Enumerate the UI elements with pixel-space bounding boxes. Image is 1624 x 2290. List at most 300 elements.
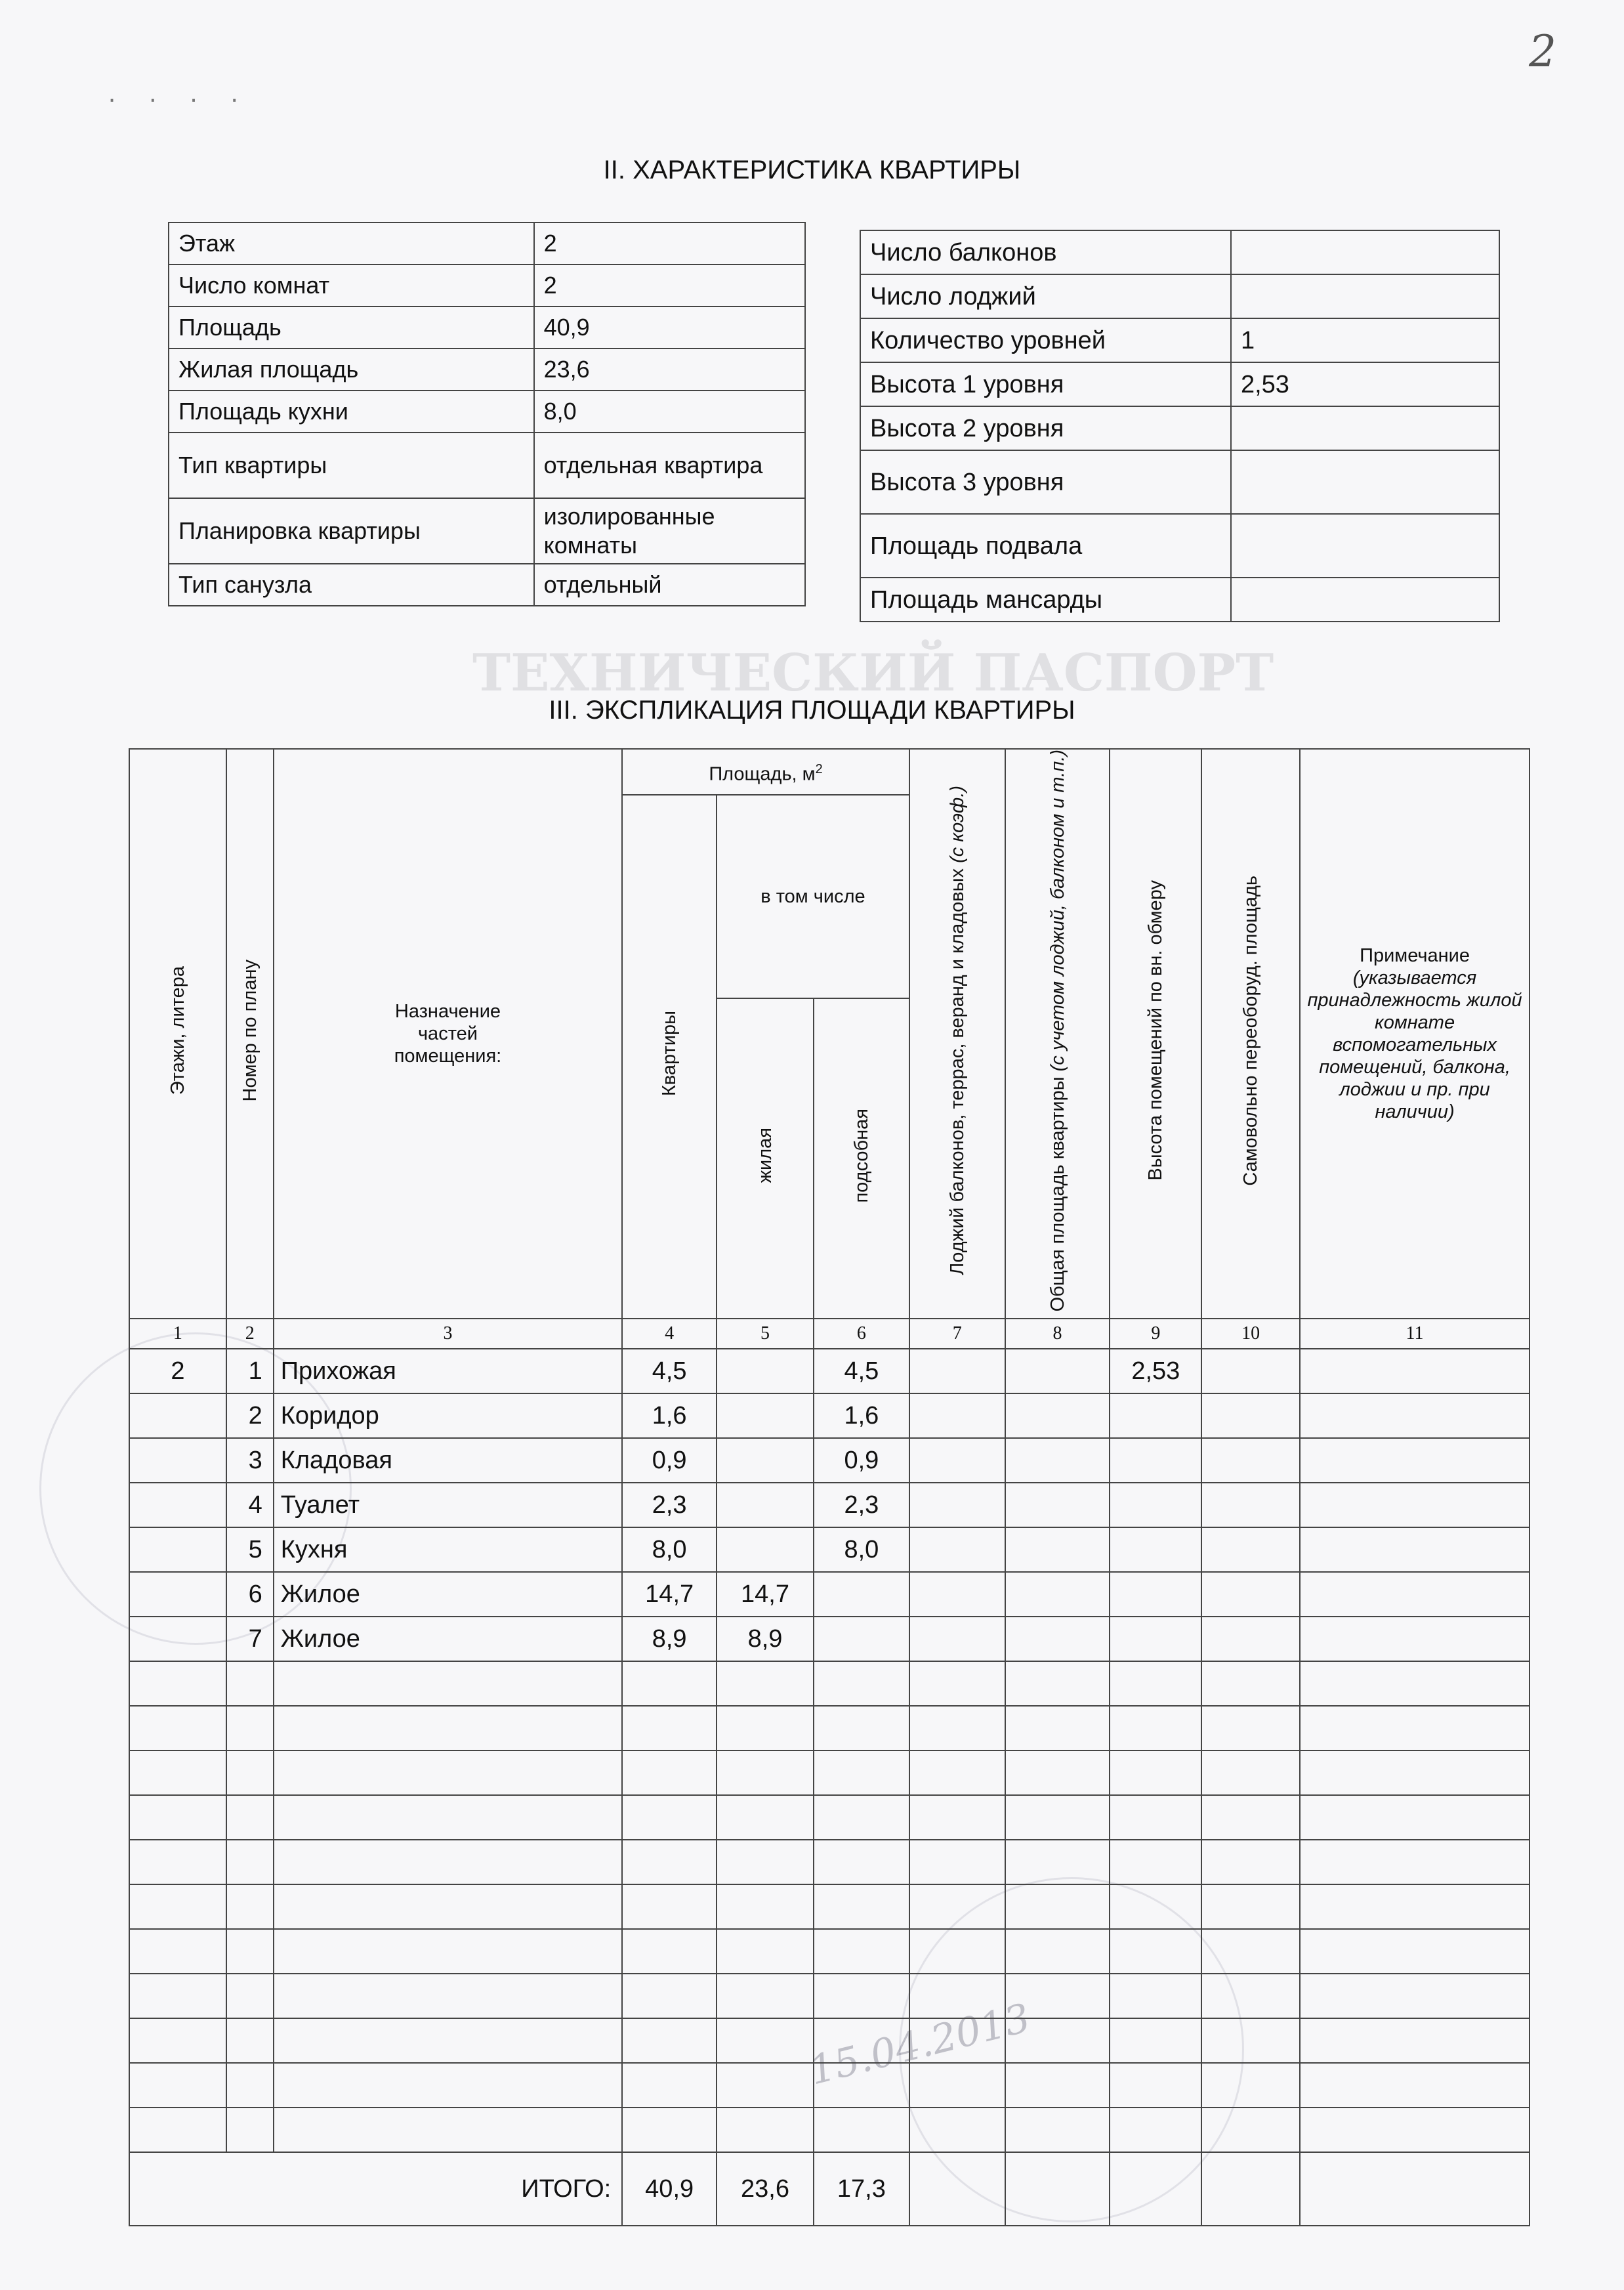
column-number: 3	[274, 1319, 622, 1349]
cell-no: 1	[226, 1349, 274, 1393]
cell-empty	[1110, 1840, 1201, 1884]
characteristic-label: Планировка квартиры	[169, 498, 534, 564]
cell-empty	[1201, 1974, 1300, 2018]
cell-empty	[1005, 1795, 1110, 1840]
cell-empty	[274, 1929, 622, 1974]
characteristic-value: 23,6	[534, 349, 805, 391]
cell-living	[717, 1438, 814, 1483]
cell-empty	[1005, 1661, 1110, 1706]
characteristic-row	[169, 223, 805, 265]
cell-living	[717, 1393, 814, 1438]
cell-empty	[226, 1884, 274, 1929]
cell-empty	[226, 2063, 274, 2108]
cell-empty	[1110, 1706, 1201, 1750]
cell-empty	[1110, 2063, 1201, 2108]
cell-name: Коридор	[274, 1393, 622, 1438]
cell-aux	[814, 1572, 909, 1617]
cell-area: 8,0	[622, 1527, 717, 1572]
table-row	[129, 1527, 1530, 1572]
cell-empty	[274, 2063, 622, 2108]
cell-empty	[717, 2108, 814, 2152]
cell-floor	[129, 1483, 226, 1527]
cell-empty	[909, 1840, 1005, 1884]
characteristic-value	[1231, 514, 1499, 578]
cell-floor	[129, 1393, 226, 1438]
header-total-area: Общая площадь квартиры (с учетом лоджий, балконом и т.п.)	[1005, 749, 1110, 1319]
cell-empty	[717, 1750, 814, 1795]
cell-empty	[1300, 1572, 1530, 1617]
header-height: Высота помещений по вн. обмеру	[1110, 749, 1201, 1319]
cell-empty	[622, 1929, 717, 1974]
table-row	[129, 2108, 1530, 2152]
cell-empty	[129, 1840, 226, 1884]
table-row	[129, 1929, 1530, 1974]
characteristic-label: Площадь	[169, 307, 534, 349]
cell-empty	[274, 1661, 622, 1706]
characteristic-value: 1	[1231, 318, 1499, 362]
column-number: 11	[1300, 1319, 1530, 1349]
characteristic-label: Площадь подвала	[860, 514, 1231, 578]
cell-name: Прихожая	[274, 1349, 622, 1393]
cell-area: 1,6	[622, 1393, 717, 1438]
header-loggia: Лоджий балконов, террас, веранд и кладовых (с коэф.)	[909, 749, 1005, 1319]
cell-empty	[1005, 2108, 1110, 2152]
cell-empty	[1005, 1527, 1110, 1572]
cell-area: 14,7	[622, 1572, 717, 1617]
header-auxiliary: подсобная	[814, 998, 909, 1319]
cell-empty	[909, 1393, 1005, 1438]
cell-empty	[1201, 1617, 1300, 1661]
table-row	[129, 1884, 1530, 1929]
cell-empty	[274, 2108, 622, 2152]
cell-living: 8,9	[717, 1617, 814, 1661]
cell-empty	[622, 1974, 717, 2018]
cell-aux	[814, 1617, 909, 1661]
handwritten-date: 15.04.2013	[804, 1995, 1035, 2094]
cell-empty	[129, 1795, 226, 1840]
cell-empty	[1110, 2108, 1201, 2152]
characteristic-value: отдельный	[534, 564, 805, 606]
cell-empty	[1201, 1527, 1300, 1572]
cell-height	[1110, 1572, 1201, 1617]
cell-empty	[226, 1929, 274, 1974]
cell-empty	[129, 1661, 226, 1706]
area-explication-table	[129, 748, 1530, 2226]
cell-empty	[1300, 2108, 1530, 2152]
cell-living	[717, 1527, 814, 1572]
cell-empty	[1300, 2018, 1530, 2063]
cell-empty	[814, 2063, 909, 2108]
cell-empty	[814, 1750, 909, 1795]
cell-empty	[909, 1795, 1005, 1840]
cell-floor	[129, 1572, 226, 1617]
cell-floor	[129, 1617, 226, 1661]
cell-empty	[1005, 1974, 1110, 2018]
cell-empty	[1300, 1393, 1530, 1438]
cell-no: 4	[226, 1483, 274, 1527]
cell-empty	[622, 2063, 717, 2108]
characteristic-label: Высота 1 уровня	[860, 362, 1231, 406]
cell-empty	[1300, 1349, 1530, 1393]
characteristic-value	[1231, 274, 1499, 318]
cell-empty	[274, 1750, 622, 1795]
cell-living	[717, 1349, 814, 1393]
cell-empty	[909, 1929, 1005, 1974]
characteristic-row	[169, 349, 805, 391]
cell-empty	[1005, 2018, 1110, 2063]
cell-name: Жилое	[274, 1572, 622, 1617]
table-row	[129, 2018, 1530, 2063]
cell-living: 14,7	[717, 1572, 814, 1617]
cell-empty	[1300, 1840, 1530, 1884]
cell-no: 5	[226, 1527, 274, 1572]
total-aux: 17,3	[814, 2152, 909, 2226]
bleed-through-title: ТЕХНИЧЕСКИЙ ПАСПОРТ	[472, 643, 1274, 703]
cell-height	[1110, 1527, 1201, 1572]
column-number: 6	[814, 1319, 909, 1349]
cell-name: Кухня	[274, 1527, 622, 1572]
cell-empty	[622, 1840, 717, 1884]
table-row	[129, 1349, 1530, 1393]
table-row	[129, 1572, 1530, 1617]
header-including: в том числе	[717, 795, 909, 998]
cell-empty	[622, 1795, 717, 1840]
cell-empty	[814, 2018, 909, 2063]
characteristic-row	[860, 578, 1499, 622]
cell-empty	[814, 1706, 909, 1750]
cell-empty	[909, 1617, 1005, 1661]
cell-empty	[129, 1974, 226, 2018]
cell-empty	[1110, 1661, 1201, 1706]
cell-empty	[226, 1840, 274, 1884]
cell-empty	[1110, 1795, 1201, 1840]
characteristic-value	[1231, 230, 1499, 274]
table-row	[129, 1438, 1530, 1483]
cell-empty	[622, 1661, 717, 1706]
cell-empty	[1201, 1750, 1300, 1795]
cell-empty	[622, 1750, 717, 1795]
cell-empty	[1201, 1393, 1300, 1438]
cell-empty	[1110, 1750, 1201, 1795]
header-living: жилая	[717, 998, 814, 1319]
cell-empty	[814, 1840, 909, 1884]
characteristic-value	[1231, 578, 1499, 622]
cell-empty	[1300, 1527, 1530, 1572]
cell-empty	[1110, 2018, 1201, 2063]
cell-empty	[1300, 1438, 1530, 1483]
cell-empty	[622, 2108, 717, 2152]
header-floor: Этажи, литера	[129, 749, 226, 1319]
cell-empty	[717, 1661, 814, 1706]
header-area: Площадь, $м^2$	[622, 749, 909, 795]
cell-empty	[1110, 1929, 1201, 1974]
section2-title: II. ХАРАКТЕРИСТИКА КВАРТИРЫ	[603, 156, 1021, 184]
cell-empty	[1300, 1974, 1530, 2018]
cell-height	[1110, 1617, 1201, 1661]
cell-empty	[129, 2063, 226, 2108]
cell-empty	[1005, 1750, 1110, 1795]
corner-dots: . . . .	[108, 79, 251, 108]
table-row	[129, 1840, 1530, 1884]
cell-empty	[1300, 2063, 1530, 2108]
cell-aux: 8,0	[814, 1527, 909, 1572]
column-number: 9	[1110, 1319, 1201, 1349]
cell-empty	[1005, 1840, 1110, 1884]
cell-empty	[274, 1884, 622, 1929]
total-area: 40,9	[622, 2152, 717, 2226]
cell-empty	[129, 1929, 226, 1974]
characteristic-label: Этаж	[169, 223, 534, 265]
cell-empty	[1005, 2063, 1110, 2108]
characteristic-row	[169, 265, 805, 307]
cell-empty	[909, 1750, 1005, 1795]
cell-empty	[226, 2018, 274, 2063]
cell-empty	[1005, 1438, 1110, 1483]
cell-empty	[909, 1572, 1005, 1617]
table-row	[129, 2063, 1530, 2108]
cell-empty	[717, 1884, 814, 1929]
cell-empty	[1201, 2108, 1300, 2152]
characteristic-value: 40,9	[534, 307, 805, 349]
characteristic-value: отдельная квартира	[534, 433, 805, 498]
cell-empty	[1300, 1483, 1530, 1527]
total-living: 23,6	[717, 2152, 814, 2226]
column-number: 7	[909, 1319, 1005, 1349]
cell-floor	[129, 1438, 226, 1483]
cell-empty	[226, 1706, 274, 1750]
characteristic-value: 2	[534, 223, 805, 265]
cell-empty	[814, 1661, 909, 1706]
table-row	[129, 1795, 1530, 1840]
cell-area: 0,9	[622, 1438, 717, 1483]
cell-empty	[814, 2108, 909, 2152]
cell-empty	[274, 1706, 622, 1750]
characteristic-label: Высота 3 уровня	[860, 450, 1231, 514]
cell-aux: 4,5	[814, 1349, 909, 1393]
cell-empty	[814, 1974, 909, 2018]
cell-empty	[1005, 1393, 1110, 1438]
cell-living	[717, 1483, 814, 1527]
cell-empty	[226, 1795, 274, 1840]
cell-empty	[129, 2018, 226, 2063]
header-apartment: Квартиры	[622, 795, 717, 1319]
cell-no: 2	[226, 1393, 274, 1438]
table-row	[129, 1393, 1530, 1438]
total-row	[129, 2152, 1530, 2226]
cell-empty	[622, 1884, 717, 1929]
cell-empty	[1005, 1706, 1110, 1750]
header-note: Примечание (указывается принадлежность жилой комнате вспомогательных помещений, балкона, лоджии и пр. при наличии)	[1300, 749, 1530, 1319]
total-label: ИТОГО:	[129, 2152, 622, 2226]
cell-empty	[1201, 1349, 1300, 1393]
characteristic-value	[1231, 406, 1499, 450]
page-number-mark: 2	[1529, 26, 1556, 77]
table-row	[129, 1974, 1530, 2018]
cell-empty	[814, 1795, 909, 1840]
cell-empty	[1201, 1483, 1300, 1527]
column-number: 10	[1201, 1319, 1300, 1349]
characteristic-row	[169, 391, 805, 433]
characteristic-row	[860, 230, 1499, 274]
cell-empty	[1005, 1884, 1110, 1929]
cell-empty	[129, 2108, 226, 2152]
cell-empty	[129, 1884, 226, 1929]
cell-empty	[1300, 1661, 1530, 1706]
characteristic-label: Площадь мансарды	[860, 578, 1231, 622]
cell-empty	[1300, 1617, 1530, 1661]
cell-empty	[909, 2063, 1005, 2108]
characteristic-label: Число лоджий	[860, 274, 1231, 318]
column-number: 5	[717, 1319, 814, 1349]
cell-empty	[1110, 1974, 1201, 2018]
characteristic-value: 2,53	[1231, 362, 1499, 406]
cell-empty	[717, 1706, 814, 1750]
column-number: 8	[1005, 1319, 1110, 1349]
cell-empty	[909, 1527, 1005, 1572]
cell-aux: 2,3	[814, 1483, 909, 1527]
header-plan-no: Номер по плану	[226, 749, 274, 1319]
cell-height: 2,53	[1110, 1349, 1201, 1393]
cell-floor	[129, 1527, 226, 1572]
cell-empty	[909, 1661, 1005, 1706]
cell-empty	[1300, 1706, 1530, 1750]
characteristic-row	[860, 406, 1499, 450]
column-number: 2	[226, 1319, 274, 1349]
cell-empty	[717, 1840, 814, 1884]
cell-name: Кладовая	[274, 1438, 622, 1483]
cell-empty	[226, 2108, 274, 2152]
cell-empty	[1005, 1349, 1110, 1393]
cell-area: 4,5	[622, 1349, 717, 1393]
characteristic-row	[860, 450, 1499, 514]
table-row	[129, 1750, 1530, 1795]
column-number: 4	[622, 1319, 717, 1349]
cell-empty	[129, 1750, 226, 1795]
cell-empty	[909, 2018, 1005, 2063]
cell-empty	[1005, 1929, 1110, 1974]
cell-empty	[129, 1706, 226, 1750]
cell-aux: 1,6	[814, 1393, 909, 1438]
characteristic-row	[169, 498, 805, 564]
cell-empty	[909, 1349, 1005, 1393]
cell-empty	[1005, 1617, 1110, 1661]
cell-empty	[1201, 1884, 1300, 1929]
characteristic-label: Тип санузла	[169, 564, 534, 606]
cell-empty	[226, 1750, 274, 1795]
cell-empty	[1201, 1929, 1300, 1974]
cell-empty	[909, 1974, 1005, 2018]
cell-height	[1110, 1483, 1201, 1527]
cell-empty	[717, 1929, 814, 1974]
cell-empty	[1300, 1795, 1530, 1840]
characteristic-value: 2	[534, 265, 805, 307]
characteristic-row	[169, 564, 805, 606]
cell-name: Туалет	[274, 1483, 622, 1527]
characteristic-row	[860, 274, 1499, 318]
cell-area: 8,9	[622, 1617, 717, 1661]
table-row	[129, 1661, 1530, 1706]
characteristic-value: 8,0	[534, 391, 805, 433]
cell-empty	[814, 1929, 909, 1974]
characteristic-row	[169, 433, 805, 498]
cell-empty	[909, 1483, 1005, 1527]
cell-empty	[1201, 1572, 1300, 1617]
characteristic-value: изолированные комнаты	[534, 498, 805, 564]
cell-empty	[909, 1706, 1005, 1750]
cell-empty	[1201, 1840, 1300, 1884]
cell-no: 3	[226, 1438, 274, 1483]
cell-empty	[717, 1974, 814, 2018]
characteristic-label: Количество уровней	[860, 318, 1231, 362]
characteristic-row	[860, 318, 1499, 362]
characteristic-label: Тип квартиры	[169, 433, 534, 498]
cell-empty	[1110, 1884, 1201, 1929]
cell-empty	[814, 1884, 909, 1929]
cell-empty	[1300, 1929, 1530, 1974]
cell-empty	[1201, 1661, 1300, 1706]
cell-empty	[274, 1795, 622, 1840]
cell-empty	[1005, 1572, 1110, 1617]
cell-name: Жилое	[274, 1617, 622, 1661]
cell-area: 2,3	[622, 1483, 717, 1527]
cell-empty	[1201, 1706, 1300, 1750]
cell-empty	[1005, 1483, 1110, 1527]
cell-empty	[1300, 1884, 1530, 1929]
characteristic-label: Число балконов	[860, 230, 1231, 274]
cell-empty	[274, 1974, 622, 2018]
cell-empty	[274, 2018, 622, 2063]
cell-empty	[1201, 1438, 1300, 1483]
cell-no: 6	[226, 1572, 274, 1617]
characteristic-row	[860, 514, 1499, 578]
cell-empty	[1201, 2018, 1300, 2063]
cell-empty	[909, 2108, 1005, 2152]
cell-empty	[909, 1884, 1005, 1929]
characteristic-label: Высота 2 уровня	[860, 406, 1231, 450]
section3-title: III. ЭКСПЛИКАЦИЯ ПЛОЩАДИ КВАРТИРЫ	[549, 696, 1075, 725]
column-number: 1	[129, 1319, 226, 1349]
header-purpose: Назначение частей помещения:	[274, 749, 622, 1319]
cell-aux: 0,9	[814, 1438, 909, 1483]
cell-empty	[909, 1438, 1005, 1483]
apartment-characteristics-left	[168, 222, 806, 606]
cell-empty	[274, 1840, 622, 1884]
table-row	[129, 1706, 1530, 1750]
table-row	[129, 1483, 1530, 1527]
cell-empty	[1300, 1750, 1530, 1795]
characteristic-label: Жилая площадь	[169, 349, 534, 391]
cell-height	[1110, 1393, 1201, 1438]
header-self-built: Самовольно переоборуд. площадь	[1201, 749, 1300, 1319]
cell-empty	[1201, 2063, 1300, 2108]
cell-empty	[717, 2063, 814, 2108]
characteristic-value	[1231, 450, 1499, 514]
cell-empty	[622, 1706, 717, 1750]
cell-empty	[717, 1795, 814, 1840]
cell-empty	[226, 1974, 274, 2018]
cell-empty	[622, 2018, 717, 2063]
cell-height	[1110, 1438, 1201, 1483]
cell-empty	[717, 2018, 814, 2063]
table-row	[129, 1617, 1530, 1661]
cell-empty	[1201, 1795, 1300, 1840]
cell-floor: 2	[129, 1349, 226, 1393]
cell-no: 7	[226, 1617, 274, 1661]
characteristic-row	[169, 307, 805, 349]
characteristic-label: Площадь кухни	[169, 391, 534, 433]
characteristic-label: Число комнат	[169, 265, 534, 307]
apartment-characteristics-right	[860, 230, 1500, 622]
